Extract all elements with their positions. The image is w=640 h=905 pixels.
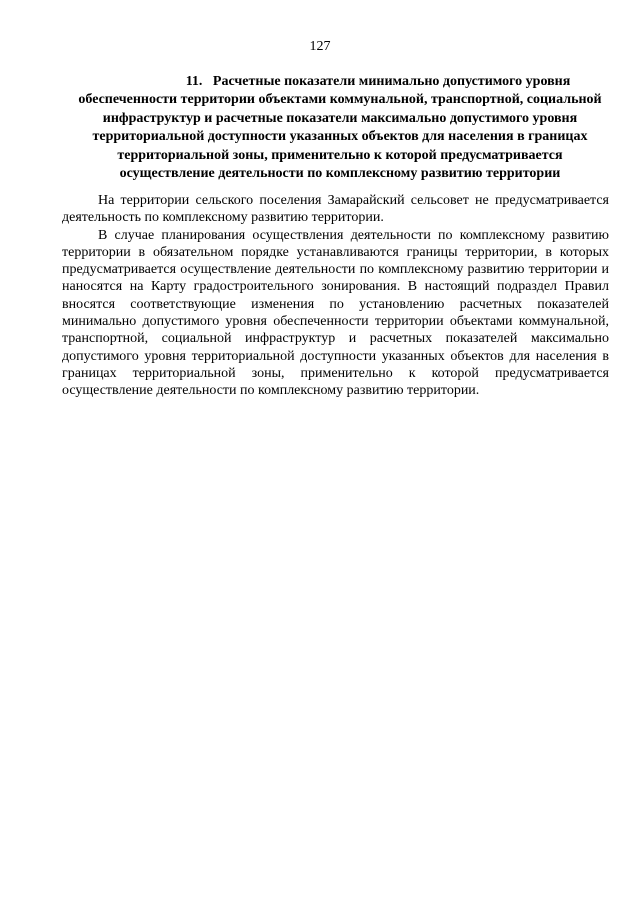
document-body [62,192,609,400]
paragraph-no-development: На территории сельского поселения Замарайский сельсовет не предусматривается деятельность по комплексному развитию территории. [62,193,609,226]
page-number: 127 [309,39,331,54]
section-heading [70,73,610,183]
paragraph-planning-case: В случае планирования осуществления деятельности по комплексному развитию территории в обязательном порядке устанавливаются границы территории, в которых предусматривается осуществление деятельности по комплексному развитию территории и наносятся на Карту градостроительного зонирования. В настоящий подраздел Правил вносятся соответствующие изменения по установлению расчетных показателей минимально допустимого уровня обеспеченности территории объектами коммунальной, транспортной, социальной инфраструктур и расчетных показателей максимально допустимого уровня территориальной доступности указанных объектов для населения в границах территориальной зоны, применительно к которой предусматривается осуществление деятельности по комплексному развитию территории. [62,227,609,399]
section-title: Расчетные показатели минимально допустимого уровня обеспеченности территории объектами коммунальной, транспортной, социальной инфраструктур и расчетные показатели максимально допустимого уровня территориальной доступности указанных объектов для населения в границах территориальной зоны, применительно к которой предусматривается осуществление деятельности по комплексному развитию территории [78,74,602,182]
section-number: 11. [185,74,203,89]
